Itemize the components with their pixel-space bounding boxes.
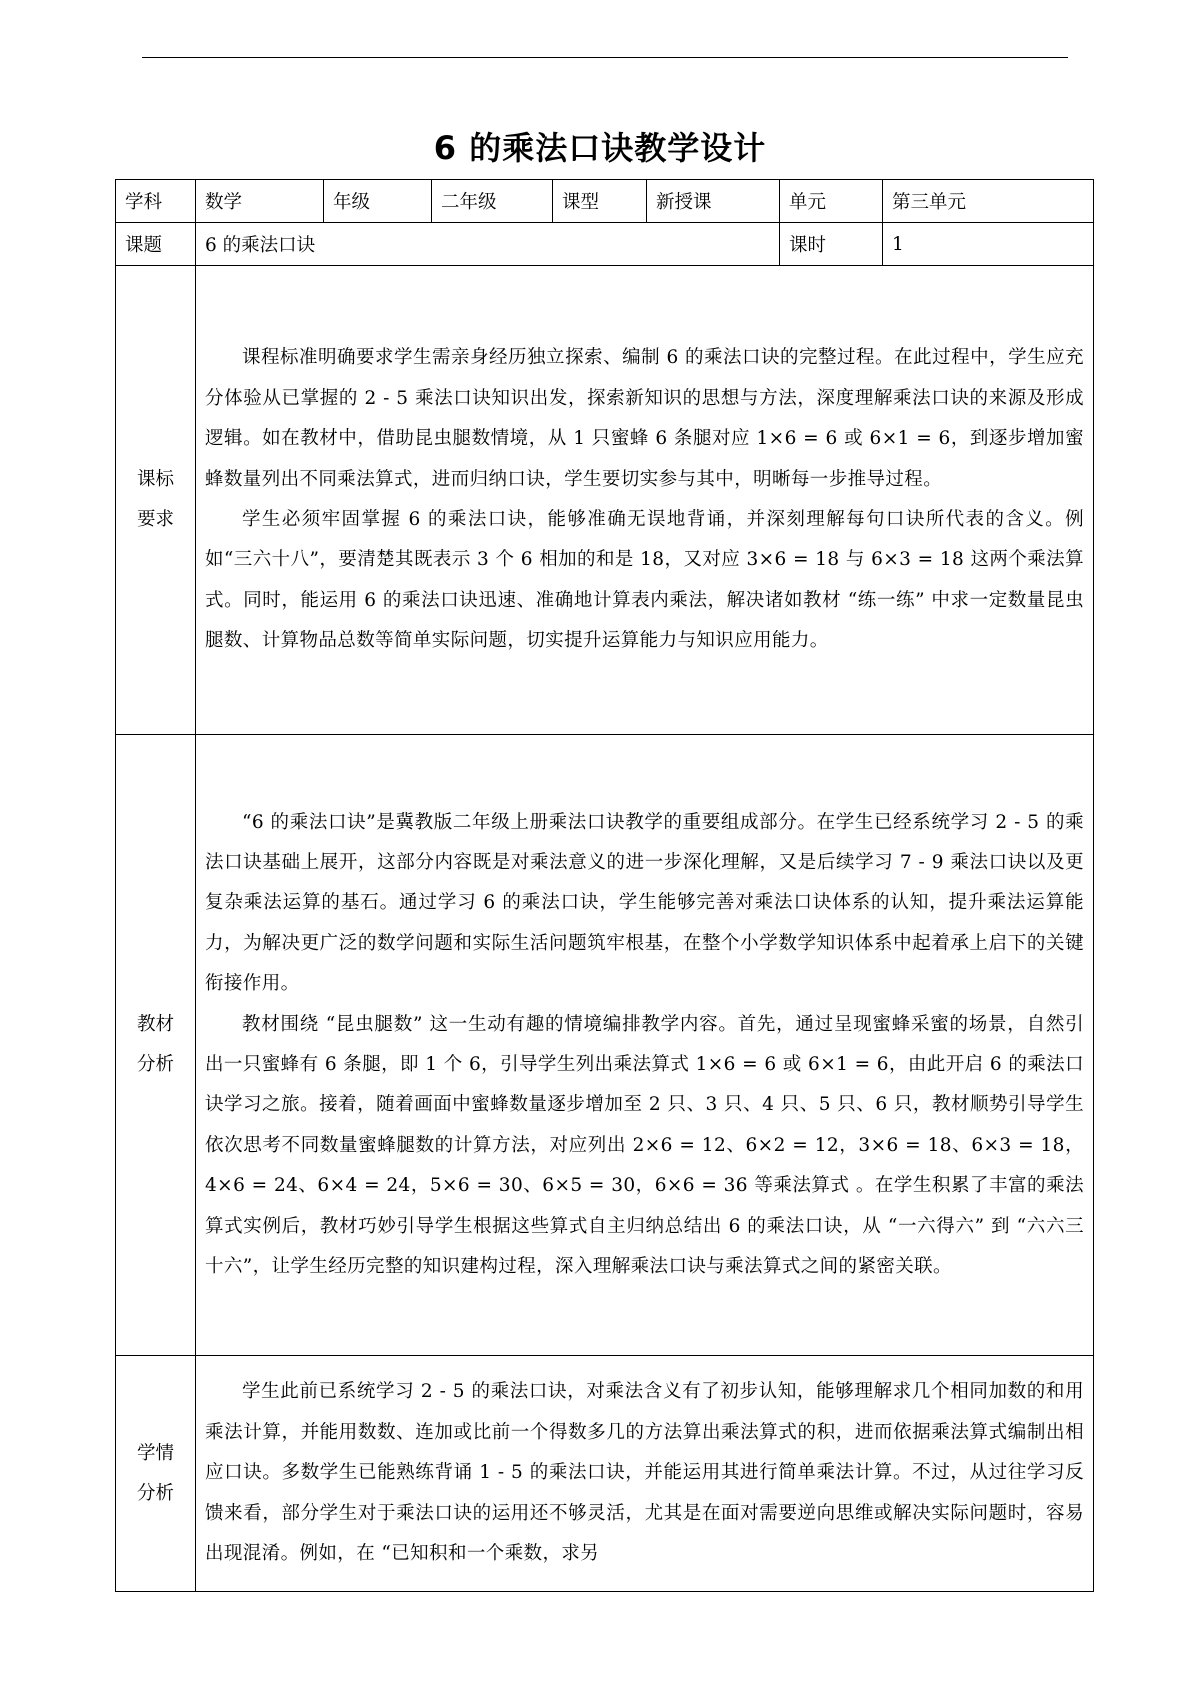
unit-value: 第三单元	[883, 180, 1094, 223]
lesson-type-value: 新授课	[647, 180, 780, 223]
textbook-label-line1: 教材	[136, 1014, 174, 1035]
curriculum-content	[196, 266, 1094, 735]
info-row	[116, 180, 1094, 223]
textbook-content	[196, 735, 1094, 1356]
topic-label: 课题	[116, 223, 196, 266]
lesson-type-label: 课型	[553, 180, 647, 223]
learner-label-line2: 分析	[136, 1482, 174, 1504]
curriculum-row	[116, 266, 1094, 735]
period-value: 1	[883, 223, 1094, 266]
unit-label: 单元	[780, 180, 883, 223]
period-label: 课时	[780, 223, 883, 266]
curriculum-label-line1: 课标	[136, 469, 174, 490]
topic-value: 6 的乘法口诀	[196, 223, 780, 266]
subject-value: 数学	[196, 180, 324, 223]
textbook-paragraph: “6 的乘法口诀”是冀教版二年级上册乘法口诀教学的重要组成部分。在学生已经系统学习 2 - 5 的乘法口诀基础上展开，这部分内容既是对乘法意义的进一步深化理解，又是后续学习 7 - 9 乘法口诀以及更复杂乘法运算的基石。通过学习 6 的乘法口诀，学生能够完善对乘法口诀体系的认知，提升乘法运算能力，为解决更广泛的数学问题和实际生活问题筑牢根基，在整个小学数学知识体系中起着承上启下的关键衔接作用。	[205, 811, 1084, 995]
curriculum-paragraph: 课程标准明确要求学生需亲身经历独立探索、编制 6 的乘法口诀的完整过程。在此过程中，学生应充分体验从已掌握的 2 - 5 乘法口诀知识出发，探索新知识的思想与方法，深度理解乘法口诀的来源及形成逻辑。如在教材中，借助昆虫腿数情境，从 1 只蜜蜂 6 条腿对应 1×6 = 6 或 6×1 = 6，到逐步增加蜜蜂数量列出不同乘法算式，进而归纳口诀，学生要切实参与其中，明晰每一步推导过程。	[205, 347, 1084, 490]
grade-label: 年级	[324, 180, 432, 223]
topic-row	[116, 223, 1094, 266]
textbook-row	[116, 735, 1094, 1356]
lesson-plan-table	[115, 179, 1094, 1592]
curriculum-paragraph: 学生必须牢固掌握 6 的乘法口诀，能够准确无误地背诵，并深刻理解每句口诀所代表的含义。例如“三六十八”，要清楚其既表示 3 个 6 相加的和是 18，又对应 3×6 = 18 与 6×3 = 18 这两个乘法算式。同时，能运用 6 的乘法口诀迅速、准确地计算表内乘法，解决诸如教材 “练一练” 中求一定数量昆虫腿数、计算物品总数等简单实际问题，切实提升运算能力与知识应用能力。	[205, 509, 1084, 652]
curriculum-label	[116, 266, 196, 735]
textbook-paragraph: 教材围绕 “昆虫腿数” 这一生动有趣的情境编排教学内容。首先，通过呈现蜜蜂采蜜的场景，自然引出一只蜜蜂有 6 条腿，即 1 个 6，引导学生列出乘法算式 1×6 = 6 或 6×1 = 6，由此开启 6 的乘法口诀学习之旅。接着，随着画面中蜜蜂数量逐步增加至 2 只、3 只、4 只、5 只、6 只，教材顺势引导学生依次思考不同数量蜜蜂腿数的计算方法，对应列出 2×6 = 12、6×2 = 12，3×6 = 18、6×3 = 18，4×6 = 24、6×4 = 24，5×6 = 30、6×5 = 30，6×6 = 36 等乘法算式 。在学生积累了丰富的乘法算式实例后，教材巧妙引导学生根据这些算式自主归纳总结出 6 的乘法口诀，从 “一六得六” 到 “六六三十六”，让学生经历完整的知识建构过程，深入理解乘法口诀与乘法算式之间的紧密关联。	[205, 1013, 1084, 1278]
textbook-label	[116, 735, 196, 1356]
curriculum-label-line2: 要求	[136, 509, 174, 530]
grade-value: 二年级	[432, 180, 553, 223]
learner-label	[116, 1356, 196, 1592]
learner-content	[196, 1356, 1094, 1592]
header-rule	[142, 57, 1068, 58]
learner-label-line1: 学情	[136, 1442, 174, 1464]
learner-row	[116, 1356, 1094, 1592]
textbook-label-line2: 分析	[136, 1054, 174, 1075]
learner-paragraph: 学生此前已系统学习 2 - 5 的乘法口诀，对乘法含义有了初步认知，能够理解求几个相同加数的和用乘法计算，并能用数数、连加或比前一个得数多几的方法算出乘法算式的积，进而依据乘法算式编制出相应口诀。多数学生已能熟练背诵 1 - 5 的乘法口诀，并能运用其进行简单乘法计算。不过，从过往学习反馈来看，部分学生对于乘法口诀的运用还不够灵活，尤其是在面对需要逆向思维或解决实际问题时，容易出现混淆。例如，在 “已知积和一个乘数，求另	[205, 1381, 1084, 1565]
page-title: 6 的乘法口诀教学设计	[433, 129, 767, 167]
subject-label: 学科	[116, 180, 196, 223]
